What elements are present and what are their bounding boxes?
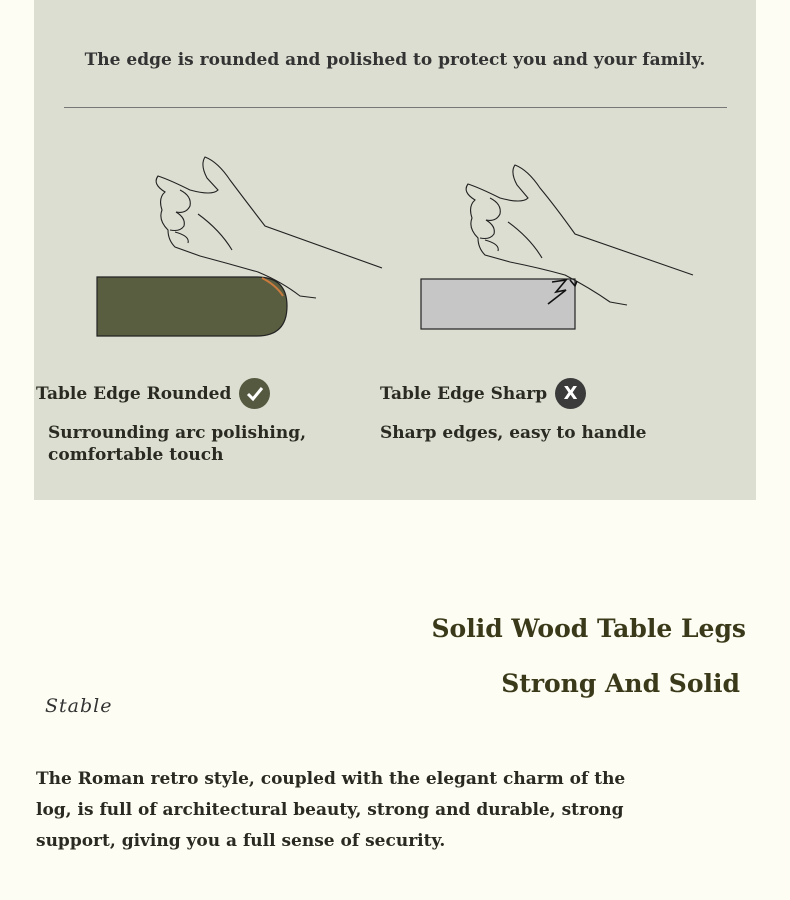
feature-title-line1: Solid Wood Table Legs	[431, 614, 746, 643]
x-icon: X	[555, 378, 586, 409]
sharp-label-row	[380, 378, 586, 409]
sharp-description: Sharp edges, easy to handle	[380, 423, 647, 443]
rounded-description: Surrounding arc polishing, comfortable touch	[48, 423, 307, 465]
feature-title-line2: Strong And Solid	[501, 669, 740, 698]
rounded-edge-block	[97, 277, 287, 336]
sharp-label: Table Edge Sharp	[380, 383, 548, 404]
edge-headline: The edge is rounded and polished to protect you and your family.	[84, 50, 706, 70]
sharp-edge-block	[421, 279, 575, 329]
rounded-label: Table Edge Rounded	[36, 383, 232, 404]
feature-body: The Roman retro style, coupled with the elegant charm of the log, is full of architectural beauty, strong and durable, strong support, giving you a full sense of security.	[36, 769, 626, 851]
check-icon	[239, 378, 270, 409]
stable-script: Stable	[45, 695, 113, 717]
rounded-label-row	[36, 378, 270, 409]
